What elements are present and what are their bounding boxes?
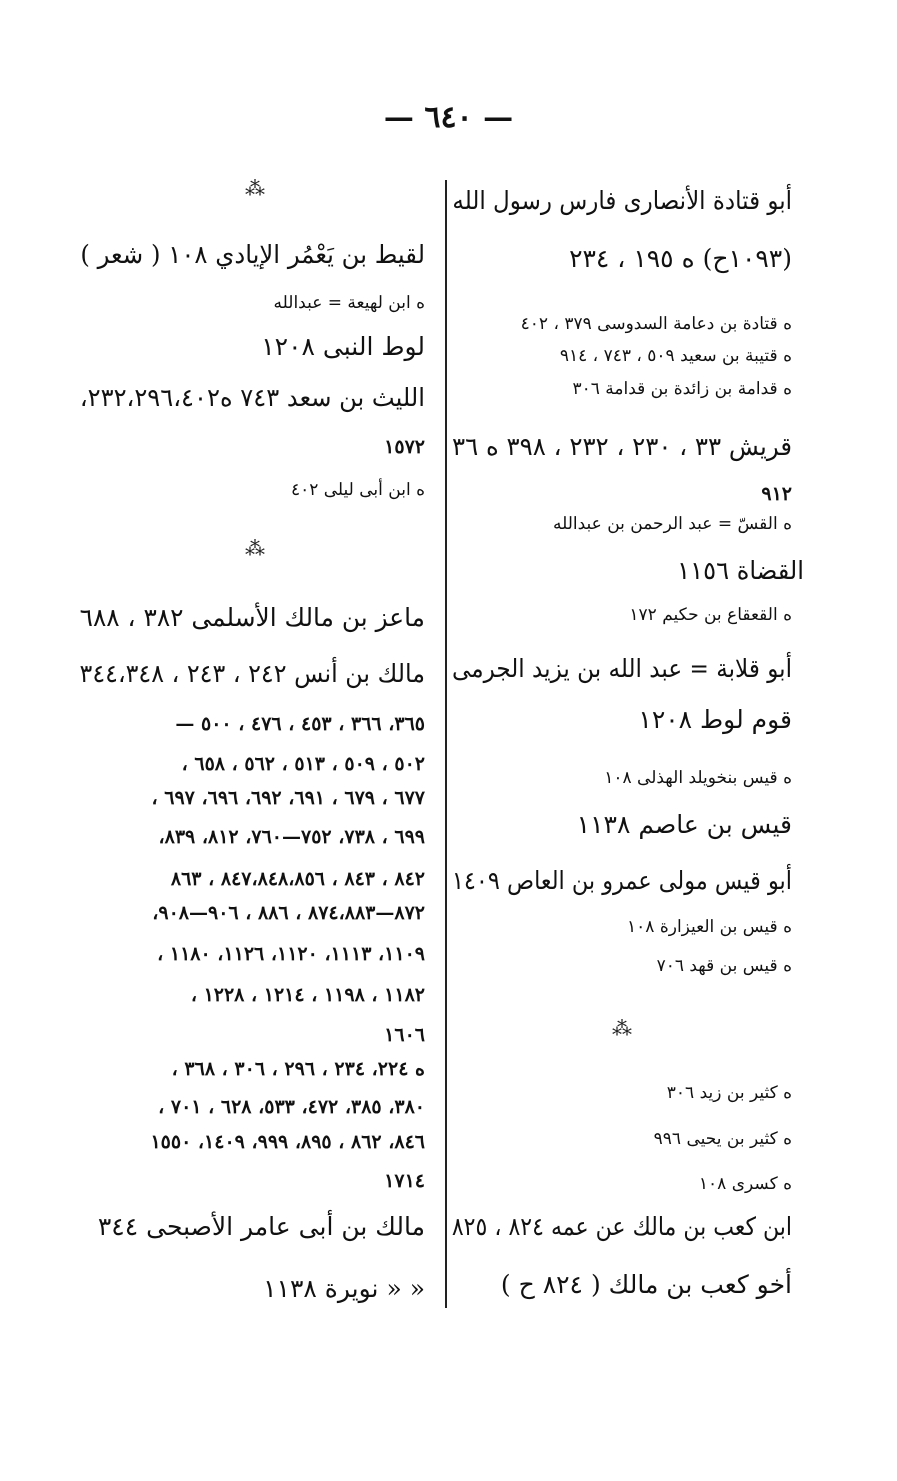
left_column-entry: مالك بن أبى عامر الأصبحى ٣٤٤ <box>97 1212 425 1241</box>
right_column-entry: قريش ٣٣ ، ٢٣٠ ، ٢٣٢ ، ٣٩٨ ه ٣٦ <box>451 432 792 461</box>
left_column-entry: مالك بن أنس ٢٤٢ ، ٢٤٣ ، ٣٤٤،٣٤٨ <box>79 659 425 688</box>
right_column-entry: ه كثير بن زيد ٣٠٦ <box>666 1083 792 1103</box>
right_column-entry: أبو قيس مولى عمرو بن العاص ١٤٠٩ <box>451 866 792 895</box>
right_column-entry: ه قيس بن العيزارة ١٠٨ <box>627 917 792 937</box>
section-separator-star-icon: ⁂ <box>612 1016 624 1040</box>
section-separator-star-icon: ⁂ <box>245 536 257 560</box>
section-separator-star-icon: ⁂ <box>245 176 257 200</box>
left_column-entry: الليث بن سعد ٧٤٣ ه٢٣٢،٢٩٦،٤٠٢، <box>79 383 425 412</box>
left_column-entry: ٦٩٩ ، ٧٣٨، ٧٥٢—٧٦٠، ٨١٢، ٨٣٩، <box>158 826 425 848</box>
left_column-entry: لقيط بن يَعْمُر الإيادي ١٠٨ ( شعر ) <box>80 240 425 269</box>
left_column-entry: ٨٤٦، ٨٦٢ ، ٨٩٥، ٩٩٩، ١٤٠٩، ١٥٥٠ <box>150 1131 425 1153</box>
right_column-entry: ه قدامة بن زائدة بن قدامة ٣٠٦ <box>572 379 792 399</box>
right_column-entry: ه قيس بن قهد ٧٠٦ <box>656 956 792 976</box>
right_column-entry: أخو كعب بن مالك ( ٨٢٤ ح ) <box>500 1270 792 1299</box>
left_column-entry: ٨٧٢—٨٧٤،٨٨٣ ، ٨٨٦ ، ٩٠٦—٩٠٨، <box>152 902 425 924</box>
left_column-entry: ٣٨٠، ٣٨٥، ٤٧٢، ٥٣٣، ٦٢٨ ، ٧٠١ ، <box>158 1096 425 1118</box>
right_column-entry: (١٠٩٣ح) ه ١٩٥ ، ٢٣٤ <box>569 244 792 273</box>
right_column-entry: ه قتادة بن دعامة السدوسى ٣٧٩ ، ٤٠٢ <box>520 314 792 334</box>
right_column-entry: ه القسّ = عبد الرحمن بن عبدالله <box>552 514 792 534</box>
left_column-entry: ٥٠٢ ، ٥٠٩ ، ٥١٣ ، ٥٦٢ ، ٦٥٨ ، <box>181 753 425 775</box>
right_column-entry: قوم لوط ١٢٠٨ <box>638 705 792 734</box>
left_column-entry: ١١٨٢ ، ١١٩٨ ، ١٢١٤ ، ١٢٢٨ ، <box>190 984 425 1006</box>
left_column-entry: ٨٤٢ ، ٨٤٣ ، ٨٤٧،٨٤٨،٨٥٦ ، ٨٦٣ <box>170 868 425 890</box>
right_column-entry: أبو قتادة الأنصارى فارس رسول الله <box>452 186 792 215</box>
left_column-entry: ١٥٧٢ <box>384 436 425 458</box>
right_column-entry: ه القعقاع بن حكيم ١٧٢ <box>629 605 792 625</box>
right_column-entry: القضاة ١١٥٦ <box>677 556 804 585</box>
left-column <box>80 0 425 1481</box>
left_column-entry: « « نويرة ١١٣٨ <box>263 1274 425 1303</box>
right_column-entry: أبو قلابة = عبد الله بن يزيد الجرمى <box>451 654 792 683</box>
left_column-entry: ٣٦٥، ٣٦٦ ، ٤٥٣ ، ٤٧٦ ، ٥٠٠ — <box>175 713 425 735</box>
left_column-entry: ه ٢٢٤، ٢٣٤ ، ٢٩٦ ، ٣٠٦ ، ٣٦٨ ، <box>171 1058 425 1080</box>
left_column-entry: ١١٠٩، ١١١٣، ١١٢٠، ١١٢٦، ١١٨٠ ، <box>157 943 425 965</box>
column-divider <box>445 180 447 1308</box>
right_column-entry: قيس بن عاصم ١١٣٨ <box>576 810 792 839</box>
left_column-entry: ١٧١٤ <box>384 1170 425 1192</box>
right_column-entry: ه قتيبة بن سعيد ٥٠٩ ، ٧٤٣ ، ٩١٤ <box>559 346 792 366</box>
left_column-entry: ماعز بن مالك الأسلمى ٣٨٢ ، ٦٨٨ <box>79 603 425 632</box>
page-number: — ٦٤٠ — <box>383 100 514 135</box>
right_column-entry: ابن كعب بن مالك عن عمه ٨٢٤ ، ٨٢٥ <box>451 1212 792 1241</box>
left_column-entry: ١٦٠٦ <box>384 1024 425 1046</box>
left_column-entry: لوط النبى ١٢٠٨ <box>261 332 425 361</box>
left_column-entry: ه ابن لهيعة = عبدالله <box>273 293 425 313</box>
right_column-entry: ه كثير بن يحيى ٩٩٦ <box>653 1129 792 1149</box>
right_column-entry: ه كسرى ١٠٨ <box>698 1174 792 1194</box>
right_column-entry: ه قيس بنخويلد الهذلى ١٠٨ <box>604 768 792 788</box>
right-column <box>451 0 804 1481</box>
left_column-entry: ٦٧٧ ، ٦٧٩ ، ٦٩١، ٦٩٢، ٦٩٦، ٦٩٧ ، <box>151 787 425 809</box>
right_column-entry: ٩١٢ <box>761 483 792 505</box>
left_column-entry: ه ابن أبى ليلى ٤٠٢ <box>290 480 425 500</box>
